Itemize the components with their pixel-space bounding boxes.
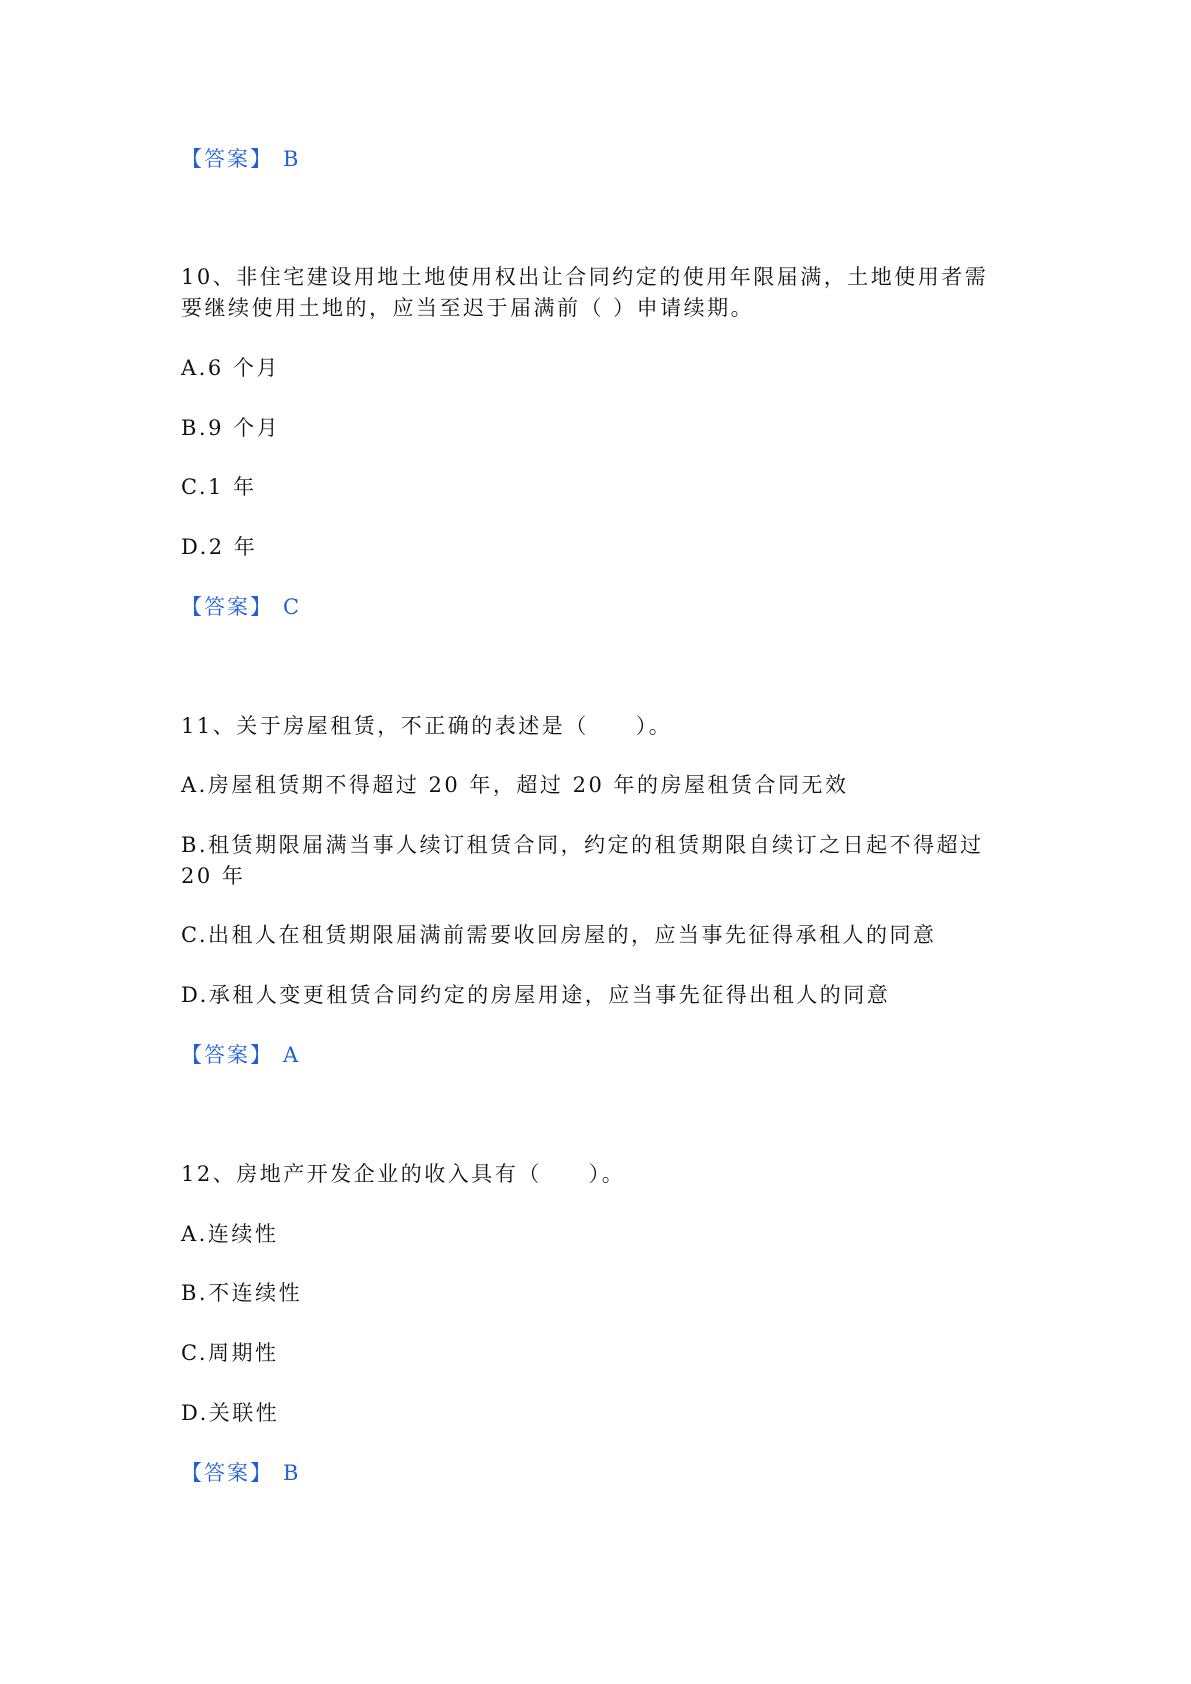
- answer-q11: [181, 1040, 300, 1071]
- answer-value: B: [283, 1461, 301, 1485]
- answer-q12: [181, 1458, 300, 1489]
- option-10-d: D.2 年: [181, 535, 258, 559]
- answer-value: B: [283, 147, 301, 171]
- question-11: 11、关于房屋租赁，不正确的表述是（ ）。: [181, 714, 673, 738]
- option-12-a: A.连续性: [181, 1222, 279, 1246]
- answer-q9: [181, 144, 300, 175]
- answer-label: 【答案】: [181, 595, 273, 619]
- option-12-d: D.关联性: [181, 1401, 280, 1425]
- question-10-line-2: 要继续使用土地的，应当至迟于届满前（ ）申请续期。: [181, 296, 755, 320]
- option-11-d: D.承租人变更租赁合同约定的房屋用途，应当事先征得出租人的同意: [181, 983, 891, 1007]
- question-12: 12、房地产开发企业的收入具有（ ）。: [181, 1162, 626, 1186]
- option-11-b-line-2: 20 年: [181, 864, 246, 888]
- option-11-c: C.出租人在租赁期限届满前需要收回房屋的，应当事先征得承租人的同意: [181, 923, 937, 947]
- option-12-c: C.周期性: [181, 1341, 279, 1365]
- option-10-a: A.6 个月: [181, 356, 280, 380]
- option-11-a: A.房屋租赁期不得超过 20 年，超过 20 年的房屋租赁合同无效: [181, 773, 849, 797]
- answer-label: 【答案】: [181, 1461, 273, 1485]
- answer-value: A: [283, 1043, 301, 1067]
- answer-label: 【答案】: [181, 1043, 273, 1067]
- answer-label: 【答案】: [181, 147, 273, 171]
- option-11-b-line-1: B.租赁期限届满当事人续订租赁合同，约定的租赁期限自续订之日起不得超过: [181, 833, 984, 857]
- option-10-c: C.1 年: [181, 475, 257, 499]
- answer-q10: [181, 592, 301, 623]
- option-12-b: B.不连续性: [181, 1281, 303, 1305]
- option-10-b: B.9 个月: [181, 416, 281, 440]
- answer-value: C: [283, 595, 302, 619]
- question-10-line-1: 10、非住宅建设用地土地使用权出让合同约定的使用年限届满，土地使用者需: [181, 265, 989, 289]
